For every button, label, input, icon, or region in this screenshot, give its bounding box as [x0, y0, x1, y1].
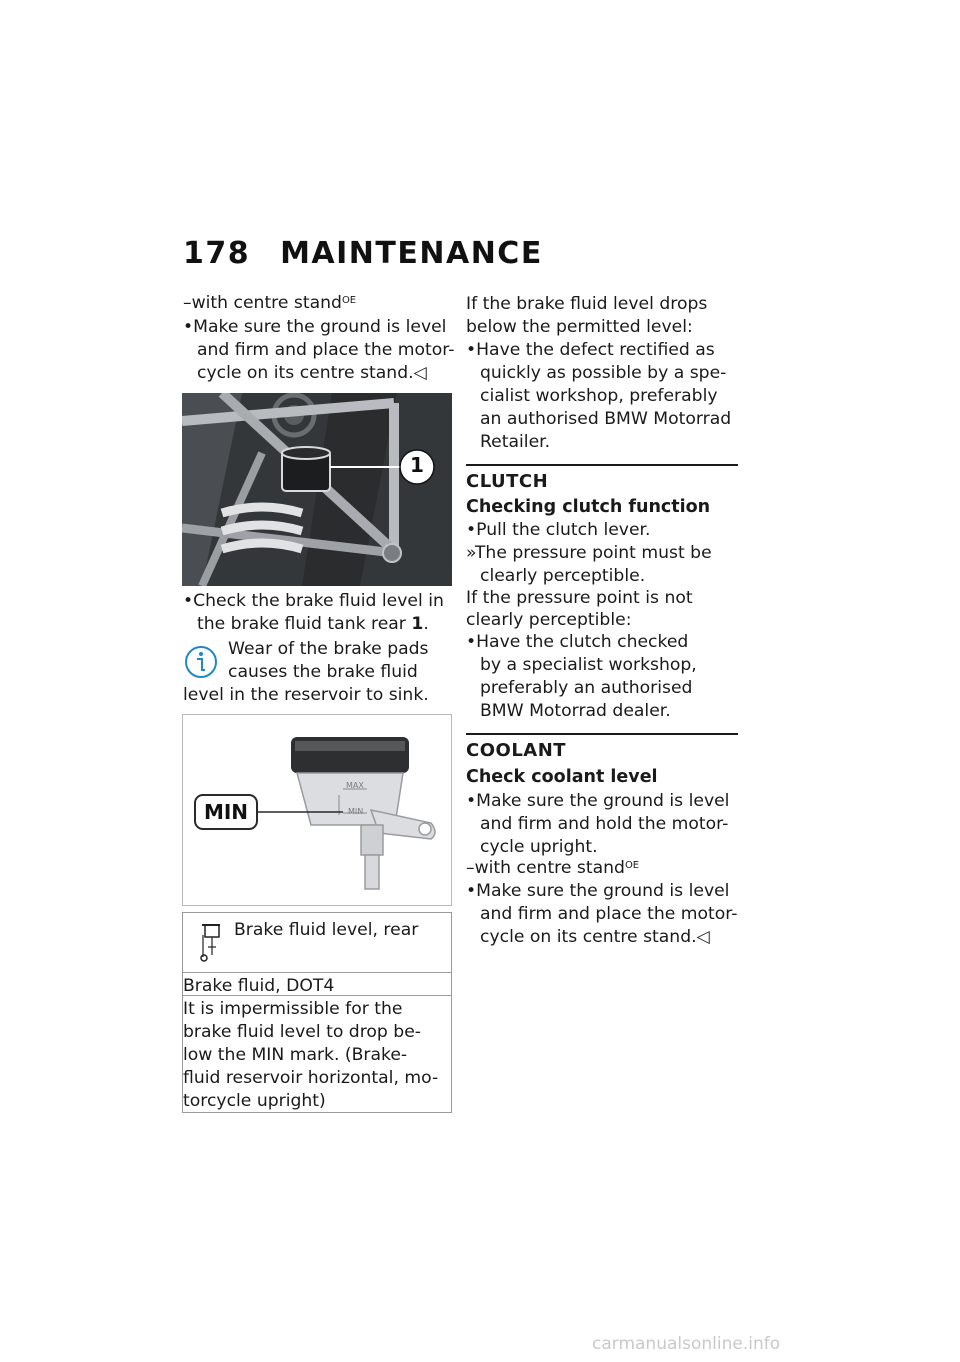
- spec-note-line-5: torcycle upright): [183, 1091, 326, 1111]
- clutch-line-2: »The pressure point must be: [466, 543, 712, 563]
- clutch-line-1: •Pull the clutch lever.: [466, 520, 651, 540]
- brake-fluid-spec-box: [182, 912, 452, 1113]
- brake-tank-photo: [182, 393, 452, 586]
- spec-note-line-3: low the MIN mark. (Brake-: [183, 1045, 408, 1065]
- coolant-oe-mark: OE: [624, 860, 640, 871]
- info-line-2: causes the brake fluid: [228, 662, 418, 682]
- spec-note-line-4: fluid reservoir horizontal, mo-: [183, 1068, 439, 1088]
- drop-line-2: below the permitted level:: [466, 317, 693, 337]
- brake-reservoir-min-diagram: [182, 714, 452, 906]
- clutch-title: CLUTCH: [466, 471, 549, 492]
- clutch-line-6: •Have the clutch checked: [466, 632, 689, 652]
- spec-note-line-1: It is impermissible for the: [183, 999, 403, 1019]
- stand-condition: –with centre stand$^{OE}$: [183, 293, 357, 313]
- clutch-subtitle: Checking clutch function: [466, 497, 711, 517]
- watermark: carmanualsonline.info: [592, 1334, 781, 1354]
- photo-callout-1: 1: [410, 453, 424, 477]
- clutch-line-3: clearly perceptible.: [480, 566, 646, 586]
- check-bullet-line-2: the brake fluid tank rear 1.: [197, 614, 429, 634]
- page-number: 178: [183, 236, 251, 271]
- coolant-line-2: and firm and hold the motor-: [480, 814, 729, 834]
- drop-line-1: If the brake fluid level drops: [466, 294, 708, 314]
- tank-min-mark: MIN: [348, 807, 364, 816]
- defect-line-1: •Have the defect rectified as: [466, 340, 715, 360]
- coolant-title: COOLANT: [466, 740, 567, 761]
- tank-max-mark: MAX: [346, 781, 364, 790]
- clutch-line-7: by a specialist workshop,: [480, 655, 697, 675]
- info-line-3: level in the reservoir to sink.: [183, 685, 429, 705]
- coolant-rule: [466, 733, 738, 735]
- tank-reference-number: 1: [411, 614, 424, 634]
- coolant-line-6: cycle on its centre stand.◁: [480, 927, 710, 947]
- defect-line-3: cialist workshop, preferably: [480, 386, 718, 406]
- oe-mark: OE: [341, 295, 357, 306]
- spec-note-row: [183, 995, 451, 1114]
- min-label: MIN: [203, 800, 249, 824]
- check-bullet-line-1: •Check the brake fluid level in: [183, 591, 444, 611]
- section-title: MAINTENANCE: [280, 236, 543, 271]
- coolant-line-4: •Make sure the ground is level: [466, 881, 730, 901]
- clutch-line-5: clearly perceptible:: [466, 610, 632, 630]
- spec-fluid: Brake fluid, DOT4: [183, 976, 335, 996]
- coolant-line-3: cycle upright.: [480, 837, 598, 857]
- coolant-line-5: and firm and place the motor-: [480, 904, 738, 924]
- clutch-rule: [466, 464, 738, 466]
- clutch-line-8: preferably an authorised: [480, 678, 693, 698]
- page-header: [183, 236, 543, 271]
- fluid-level-icon: [200, 923, 222, 963]
- defect-line-2: quickly as possible by a spe-: [480, 363, 727, 383]
- defect-line-4: an authorised BMW Motorrad: [480, 409, 732, 429]
- spec-fluid-row: [183, 972, 451, 995]
- ground-bullet-line-1: •Make sure the ground is level: [183, 317, 447, 337]
- spec-note-line-2: brake fluid level to drop be-: [183, 1022, 421, 1042]
- clutch-line-9: BMW Motorrad dealer.: [480, 701, 671, 721]
- info-line-1: Wear of the brake pads: [228, 639, 429, 659]
- ground-bullet-line-3: cycle on its centre stand.◁: [197, 363, 427, 383]
- clutch-line-4: If the pressure point is not: [466, 588, 693, 608]
- spec-title: Brake fluid level, rear: [234, 920, 419, 940]
- coolant-subtitle: Check coolant level: [466, 767, 658, 787]
- info-icon: [184, 645, 218, 679]
- ground-bullet-line-2: and firm and place the motor-: [197, 340, 455, 360]
- brake-tank-photo-illustration: [182, 393, 452, 586]
- coolant-line-1: •Make sure the ground is level: [466, 791, 730, 811]
- coolant-stand-condition: –with centre stand$^{OE}$: [466, 858, 640, 878]
- defect-line-5: Retailer.: [480, 432, 551, 452]
